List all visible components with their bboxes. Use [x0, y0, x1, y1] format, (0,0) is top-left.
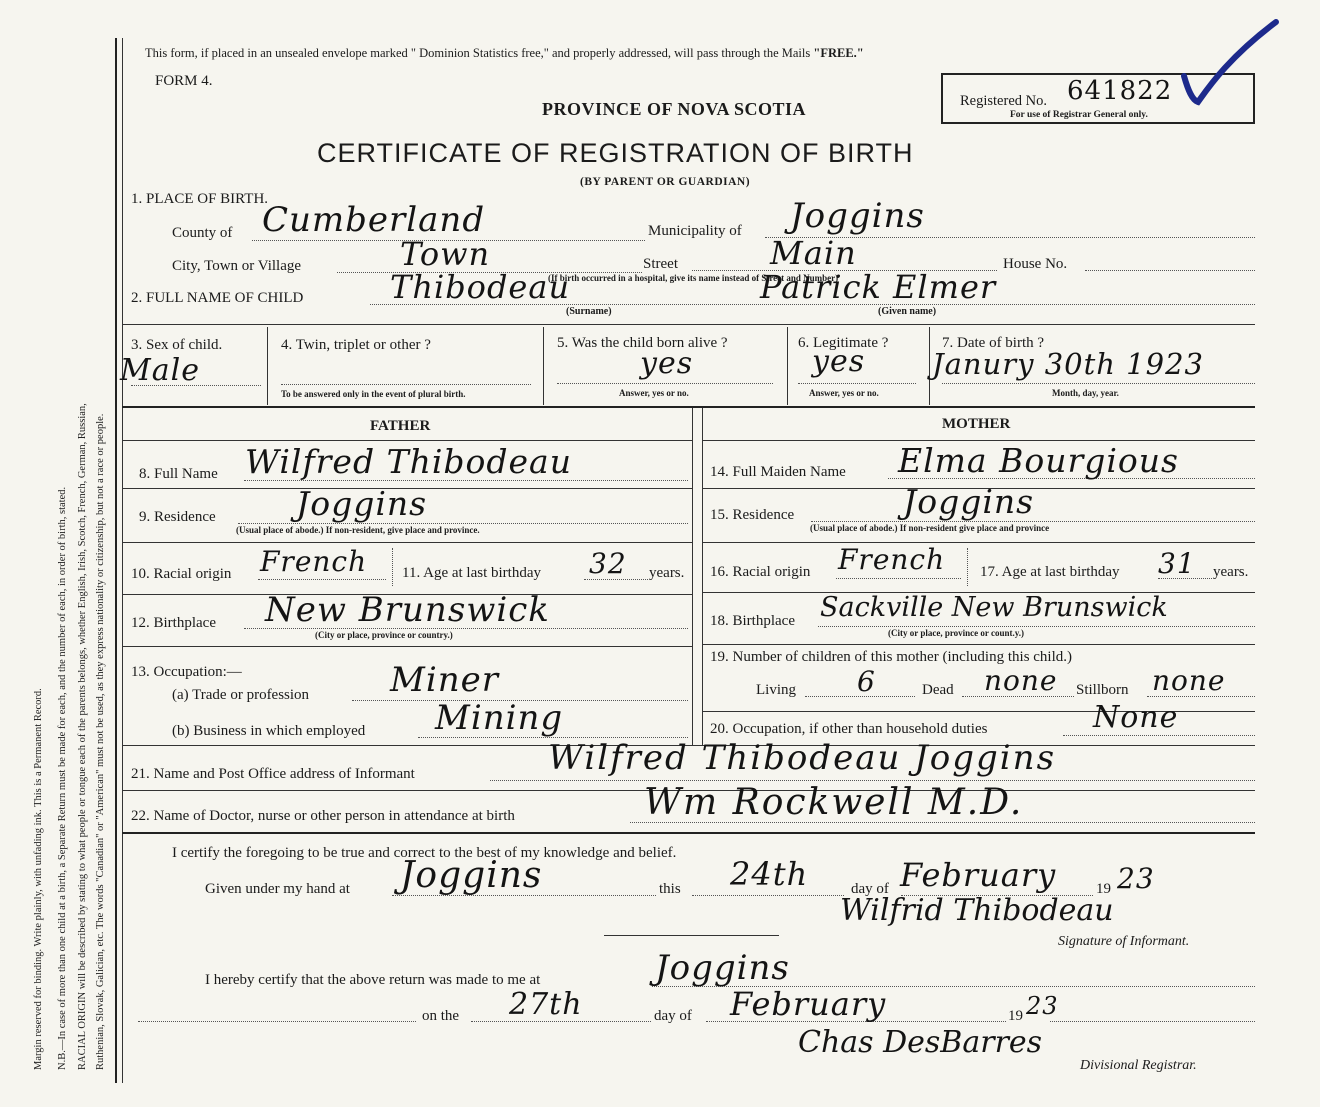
- mother-children-label: 19. Number of children of this mother (including this child.): [710, 649, 1073, 665]
- father-business-label: (b) Business in which employed: [172, 723, 366, 739]
- reg-year-line: [1050, 1021, 1255, 1022]
- date-of-birth-label: 7. Date of birth ?: [942, 335, 1045, 351]
- informant-signature-caption: Signature of Informant.: [1058, 934, 1190, 949]
- row3-divider-4: [929, 327, 930, 405]
- father-residence-value: Joggins: [296, 484, 428, 523]
- father-name-value: Wilfred Thibodeau: [245, 442, 572, 481]
- row3-divider-1: [267, 327, 268, 405]
- city-value: Town: [400, 235, 491, 273]
- street-value: Main: [770, 234, 857, 272]
- born-alive-value: yes: [640, 346, 694, 381]
- row3-divider-3: [787, 327, 788, 405]
- mother-birthplace-value: Sackville New Brunswick: [820, 592, 1168, 623]
- twin-note: To be answered only in the event of plural birth.: [281, 389, 466, 399]
- margin-note-racial-origin-2: Ruthenian, Slovak, Galician, etc. The words "Canadian" or "American" must not be used, as they express nationality or citizenship, but not a race or people.: [95, 413, 106, 1070]
- dead-value: none: [984, 664, 1058, 697]
- municipality-value: Joggins: [790, 196, 925, 236]
- date-of-birth-line: [942, 383, 1255, 384]
- form-number: FORM 4.: [155, 73, 213, 89]
- given-under-hand-label: Given under my hand at: [205, 881, 350, 897]
- margin-line-outer: [115, 38, 117, 1083]
- mother-residence-value: Joggins: [903, 482, 1035, 521]
- this-day-line: [692, 895, 844, 896]
- parents-divider-right: [702, 408, 703, 745]
- parents-heading-rule-left: [122, 440, 692, 441]
- municipality-label: Municipality of: [648, 223, 742, 239]
- father-name-label: 8. Full Name: [139, 466, 218, 482]
- year-prefix: 19: [1096, 881, 1111, 897]
- city-label: City, Town or Village: [172, 258, 302, 274]
- registrar-blank-line: [138, 1021, 416, 1022]
- informant-signature: Wilfrid Thibodeau: [840, 893, 1114, 928]
- child-surname-value: Thibodeau: [390, 268, 571, 306]
- mother-age-label: 17. Age at last birthday: [980, 564, 1120, 580]
- father-age-divider: [392, 548, 393, 586]
- father-residence-label: 9. Residence: [139, 509, 216, 525]
- informant-value: Wilfred Thibodeau Joggins: [548, 738, 1057, 778]
- mother-residence-line: [811, 521, 1255, 522]
- father-birthplace-caption: (City or place, province or country.): [315, 630, 453, 640]
- reg-day-value: 27th: [509, 987, 583, 1022]
- informant-label: 21. Name and Post Office address of Informant: [131, 766, 415, 782]
- registrar-statement: I hereby certify that the above return was made to me at: [205, 972, 541, 988]
- province-heading: PROVINCE OF NOVA SCOTIA: [542, 99, 807, 119]
- mother-name-label: 14. Full Maiden Name: [710, 464, 846, 480]
- father-heading: FATHER: [370, 418, 431, 434]
- father-trade-label: (a) Trade or profession: [172, 687, 310, 703]
- child-given-name-value: Patrick Elmer: [760, 268, 997, 306]
- given-place-value: Joggins: [400, 855, 543, 896]
- date-of-birth-value: Janury 30th 1923: [932, 347, 1204, 381]
- mother-residence-caption: (Usual place of abode.) If non-resident give place and province: [810, 523, 1050, 533]
- divider-above-row3: [122, 324, 1255, 325]
- mother-age-value: 31: [1158, 547, 1196, 580]
- this-day-value: 24th: [730, 855, 809, 893]
- mother-residence-label: 15. Residence: [710, 507, 795, 523]
- margin-note-multiple-births: N.B.—In case of more than one child at a birth, a Separate Return must be made for each, and the number of each, in order of birth, stated.: [57, 486, 68, 1070]
- mother-rule-4: [702, 644, 1255, 645]
- registrar-signature-caption: Divisional Registrar.: [1080, 1058, 1197, 1073]
- father-residence-caption: (Usual place of abode.) If non-resident, give place and province.: [236, 525, 480, 535]
- informant-line: [490, 780, 1255, 781]
- hospital-note: (If birth occurred in a hospital, give its name instead of Street and Number): [548, 273, 839, 283]
- stillborn-value: none: [1152, 664, 1226, 697]
- living-label: Living: [756, 682, 796, 698]
- child-name-label: 2. FULL NAME OF CHILD: [131, 290, 304, 306]
- father-birthplace-label: 12. Birthplace: [131, 615, 216, 631]
- year-suffix: 23: [1117, 862, 1155, 895]
- house-number-line: [1085, 270, 1255, 271]
- reg-year-prefix: 19: [1008, 1008, 1023, 1024]
- father-rule-4: [122, 646, 692, 647]
- street-label: Street: [643, 256, 678, 272]
- registrar-place-value: Joggins: [655, 948, 790, 988]
- father-trade-value: Miner: [390, 660, 499, 700]
- mother-age-suffix: years.: [1213, 564, 1249, 580]
- doctor-label: 22. Name of Doctor, nurse or other person in attendance at birth: [131, 808, 515, 824]
- father-occupation-label: 13. Occupation:—: [131, 664, 242, 680]
- on-the-label: on the: [422, 1008, 460, 1024]
- county-label: County of: [172, 225, 233, 241]
- row3-divider-2: [543, 327, 544, 405]
- registered-number-label: Registered No.: [960, 93, 1047, 109]
- mother-racial-label: 16. Racial origin: [710, 564, 811, 580]
- father-residence-line: [238, 523, 688, 524]
- legitimate-value: yes: [812, 344, 866, 379]
- father-racial-label: 10. Racial origin: [131, 566, 232, 582]
- day-of-label: day of: [851, 881, 889, 897]
- father-rule-2: [122, 542, 692, 543]
- this-label: this: [659, 881, 681, 897]
- mother-occupation-value: None: [1093, 700, 1179, 735]
- father-age-suffix: years.: [649, 565, 685, 581]
- certification-statement: I certify the foregoing to be true and correct to the best of my knowledge and belief.: [172, 845, 677, 861]
- mother-heading: MOTHER: [942, 416, 1011, 432]
- born-alive-caption: Answer, yes or no.: [619, 388, 689, 398]
- signature-rule: [604, 935, 779, 936]
- mother-birthplace-caption: (City or place, province or count.y.): [888, 628, 1024, 638]
- certificate-title: CERTIFICATE OF REGISTRATION OF BIRTH: [317, 138, 914, 168]
- divider-above-certification: [122, 832, 1255, 834]
- twin-line: [281, 384, 531, 385]
- divider-above-parents: [122, 406, 1255, 408]
- margin-line-inner: [122, 38, 123, 1083]
- legitimate-caption: Answer, yes or no.: [809, 388, 879, 398]
- mother-racial-line: [836, 578, 961, 579]
- father-racial-value: French: [260, 545, 368, 578]
- sex-label: 3. Sex of child.: [131, 337, 223, 353]
- parents-divider-left: [692, 408, 693, 745]
- father-business-value: Mining: [435, 698, 564, 738]
- margin-note-binding: Margin reserved for binding. Write plainly, with unfading ink. This is a Permanent Record.: [33, 688, 44, 1070]
- margin-note-racial-origin-1: RACIAL ORIGIN will be described by stating to what people or tongue each of the parents belongs, whether English, Irish, Scotch, French, German, Russian,: [77, 403, 88, 1070]
- registered-number-value: 641822: [1067, 76, 1173, 106]
- surname-caption: (Surname): [566, 306, 612, 317]
- mail-notice: This form, if placed in an unsealed envelope marked " Dominion Statistics free," and properly addressed, will pass through the Mails "FREE.": [145, 46, 864, 60]
- father-age-label: 11. Age at last birthday: [402, 565, 541, 581]
- mother-occupation-line: [1063, 735, 1255, 736]
- registrar-general-note: For use of Registrar General only.: [1010, 110, 1148, 120]
- house-number-label: House No.: [1003, 256, 1068, 272]
- checkmark-icon: [1178, 18, 1283, 110]
- reg-day-of-label: day of: [654, 1008, 692, 1024]
- born-alive-line: [557, 383, 773, 384]
- sex-value: Male: [120, 353, 200, 388]
- mother-occupation-label: 20. Occupation, if other than household duties: [710, 721, 988, 737]
- place-of-birth-heading: 1. PLACE OF BIRTH.: [131, 191, 269, 207]
- mother-birthplace-label: 18. Birthplace: [710, 613, 795, 629]
- mother-name-value: Elma Bourgious: [898, 441, 1179, 480]
- doctor-value: Wm Rockwell M.D.: [644, 782, 1024, 823]
- given-name-caption: (Given name): [878, 306, 937, 317]
- father-racial-line: [258, 579, 386, 580]
- certificate-subtitle: (BY PARENT OR GUARDIAN): [580, 176, 751, 188]
- month-value: February: [900, 856, 1057, 894]
- dead-label: Dead: [922, 682, 954, 698]
- legitimate-line: [798, 383, 916, 384]
- father-birthplace-value: New Brunswick: [265, 590, 550, 630]
- date-of-birth-caption: Month, day, year.: [1052, 388, 1119, 398]
- stillborn-label: Stillborn: [1076, 682, 1129, 698]
- twin-label: 4. Twin, triplet or other ?: [281, 337, 431, 353]
- mother-age-divider: [967, 548, 968, 586]
- county-value: Cumberland: [262, 200, 486, 240]
- registrar-signature: Chas DesBarres: [798, 1025, 1043, 1060]
- born-alive-label: 5. Was the child born alive ?: [557, 335, 728, 351]
- mother-rule-2: [702, 542, 1255, 543]
- legitimate-label: 6. Legitimate ?: [798, 335, 889, 351]
- father-age-value: 32: [589, 547, 627, 580]
- mother-birthplace-line: [818, 626, 1255, 627]
- reg-year-suffix: 23: [1026, 992, 1059, 1020]
- mother-racial-value: French: [838, 543, 946, 576]
- living-value: 6: [857, 665, 876, 698]
- reg-month-value: February: [730, 985, 887, 1023]
